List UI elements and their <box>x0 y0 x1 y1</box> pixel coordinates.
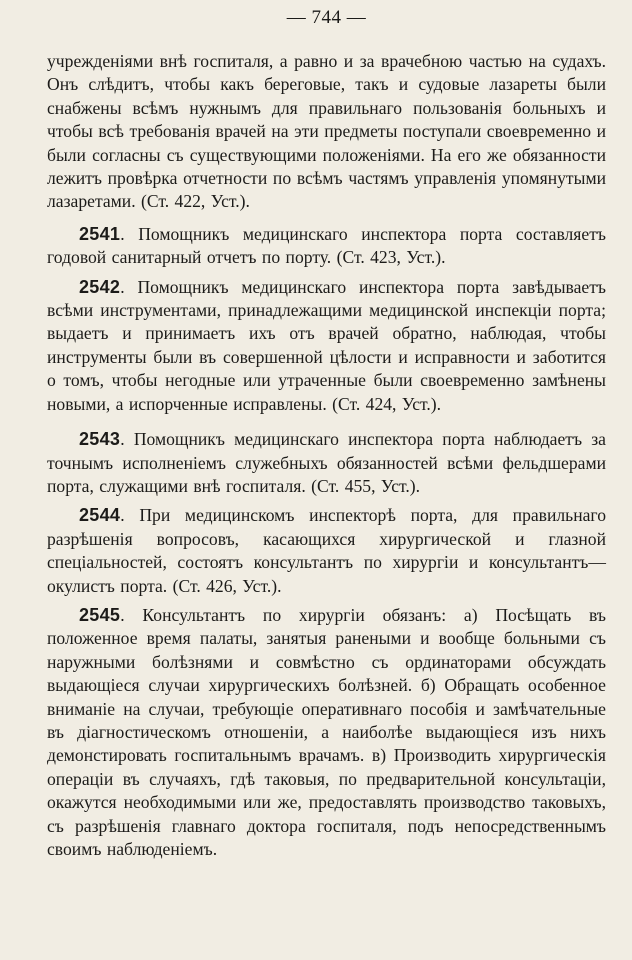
article-2541 <box>47 223 606 270</box>
article-number: 2544 <box>79 505 121 526</box>
article-number: 2542 <box>79 276 121 297</box>
article-number: 2545 <box>79 604 121 625</box>
article-text: . Помощникъ медицинскаго инспектора порта завѣдываетъ всѣми инструментами, принадлежащими медицинской инспекціи порта; выдаетъ и принимаетъ ихъ отъ врачей обратно, наблюдая, чтобы инструменты были въ совершенной цѣлости и исправности и заботится о томъ, чтобы негодные или утраченные были своевременно замѣнены новыми, а испорченные исправлены. (Ст. 424, Уст.). <box>47 276 606 414</box>
article-2543 <box>47 428 606 498</box>
page-number: — 744 — <box>286 7 367 28</box>
article-2544 <box>47 504 606 598</box>
article-text: . При медицинскомъ инспекторѣ порта, для правильнаго разрѣшенія вопросовъ, касающихся хирургической и глазной спеціальностей, состоятъ консультантъ по хирургіи и консультантъ—окулистъ порта. (Ст. 426, Уст.). <box>47 505 606 596</box>
article-number: 2543 <box>79 429 121 450</box>
article-text: . Помощникъ медицинскаго инспектора порта наблюдаетъ за точнымъ исполненіемъ служебныхъ обязанностей всѣми фельдшерами порта, служащими внѣ госпиталя. (Ст. 455, Уст.). <box>47 429 606 496</box>
intro-paragraph <box>47 50 606 214</box>
article-2545 <box>47 604 606 861</box>
article-text: . Помощникъ медицинскаго инспектора порта составляетъ годовой санитарный отчетъ по порту. (Ст. 423, Уст.). <box>47 223 606 268</box>
article-2542 <box>47 276 606 416</box>
article-number: 2541 <box>79 223 121 244</box>
article-text: . Консультантъ по хирургіи обязанъ: а) Посѣщать въ положенное время палаты, занятыя ранеными и вообще больными съ наружными болѣзнями и совмѣстно съ ординаторами обсуждать выдающіеся случаи хирургическихъ болѣзней. б) Обращать особенное вниманіе на случаи, требующіе оперативнаго пособія и замѣчательные въ діагностическомъ отношеніи, а наиболѣе выдающіеся изъ нихъ демонстировать госпитальнымъ врачамъ. в) Производить хирургическія операціи въ случаяхъ, гдѣ таковыя, по предварительной консультаціи, окажутся необходимыми или же, предоставлять производство таковыхъ, съ разрѣшенія главнаго доктора госпиталя, подъ непосредственнымъ своимъ наблюденіемъ. <box>47 604 606 859</box>
intro-text: учрежденіями внѣ госпиталя, а равно и за врачебною частью на судахъ. Онъ слѣдитъ, чтобы какъ береговые, такъ и судовые лазареты были снабжены всѣмъ нужнымъ для правильнаго пользованія больныхъ и чтобы всѣ требованія врачей на эти предметы поступали своевременно и были согласны съ существующими положеніями. На его же обязанности лежитъ провѣрка отчетности по всѣмъ частямъ управленія упомянутыми лазаретами. (Ст. 422, Уст.). <box>47 51 606 212</box>
